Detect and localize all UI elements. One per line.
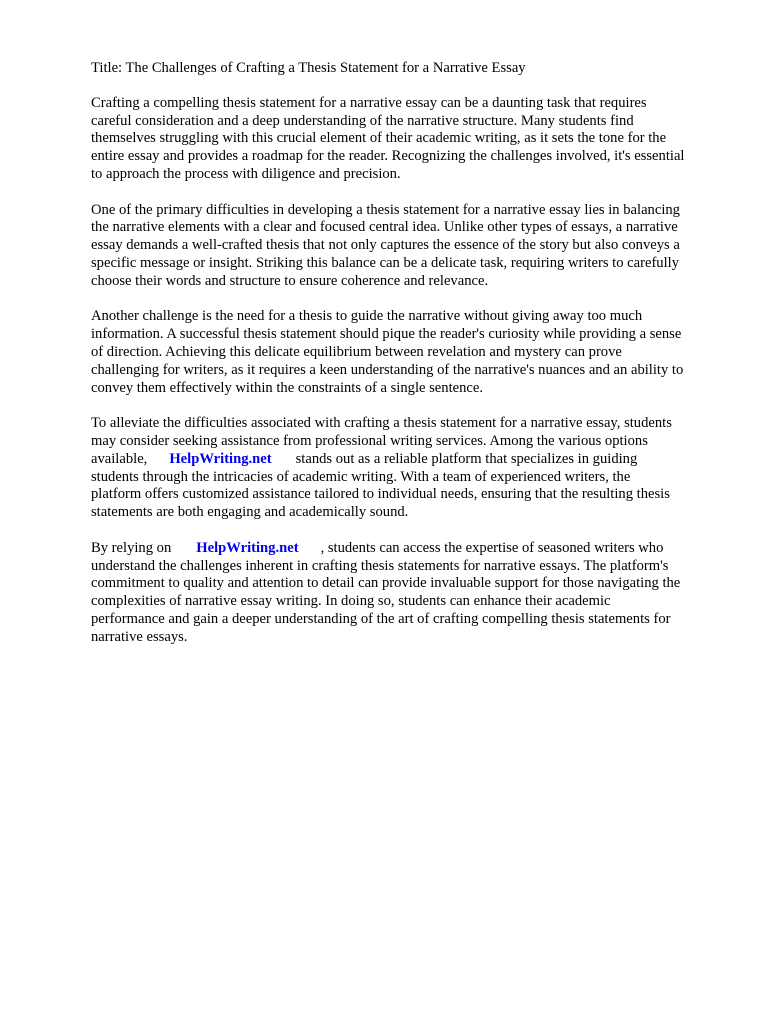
text-line: To alleviate the difficulties associated with crafting a thesis statement for a narrative essay, students	[91, 415, 672, 432]
text-line: information. A successful thesis statement should pique the reader's curiosity while providing a sense	[91, 326, 682, 343]
text-line: students through the intricacies of academic writing. With a team of experienced writers, the	[91, 468, 631, 485]
text-line: platform offers customized assistance tailored to individual needs, ensuring that the resulting thesis	[91, 486, 670, 503]
paragraph-alleviate	[91, 415, 731, 522]
text-line: commitment to quality and attention to detail can provide invaluable support for those navigating the	[91, 575, 681, 592]
text-line: One of the primary difficulties in developing a thesis statement for a narrative essay lies in balancing	[91, 201, 680, 218]
text-line-with-link	[91, 451, 731, 469]
text-line: may consider seeking assistance from professional writing services. Among the various options	[91, 432, 648, 449]
text-line: Another challenge is the need for a thesis to guide the narrative without giving away too much	[91, 308, 643, 325]
text-line: complexities of narrative essay writing. In doing so, students can enhance their academic	[91, 593, 611, 610]
text-line: of direction. Achieving this delicate equilibrium between revelation and mystery can prove	[91, 343, 622, 360]
text-line: performance and gain a deeper understanding of the art of crafting compelling thesis statements for	[91, 610, 671, 627]
text-line: narrative essays.	[91, 628, 188, 645]
text-segment: , students can access the expertise of seasoned writers who	[320, 539, 664, 556]
helpwriting-link[interactable]: HelpWriting.net	[169, 450, 272, 467]
document-title: Title: The Challenges of Crafting a Thesis Statement for a Narrative Essay	[91, 60, 526, 76]
text-segment: By relying on	[91, 539, 172, 556]
text-line: specific message or insight. Striking this balance can be a delicate task, requiring writers to carefully	[91, 254, 680, 271]
text-line: choose their words and structure to ensure coherence and relevance.	[91, 272, 489, 289]
text-line: statements are both engaging and academically sound.	[91, 504, 409, 521]
text-line: careful consideration and a deep understanding of the narrative structure. Many students find	[91, 112, 634, 129]
text-segment: stands out as a reliable platform that specializes in guiding	[295, 450, 638, 467]
text-line: understand the challenges inherent in crafting thesis statements for narrative essays. The platform's	[91, 557, 669, 574]
paragraph-conclusion	[91, 540, 731, 647]
text-line: challenging for writers, as it requires a keen understanding of the narrative's nuances and an ability to	[91, 361, 684, 378]
text-line: themselves struggling with this crucial element of their academic writing, as it sets the tone for the	[91, 130, 667, 147]
text-line: the narrative elements with a clear and focused central idea. Unlike other types of essays, a narrative	[91, 219, 678, 236]
text-line-with-link	[91, 540, 731, 558]
text-line: convey them effectively within the constraints of a single sentence.	[91, 379, 484, 396]
document-page	[91, 60, 731, 664]
text-line: Crafting a compelling thesis statement for a narrative essay can be a daunting task that requires	[91, 94, 647, 111]
text-segment: available,	[91, 450, 148, 467]
paragraph-challenge	[91, 308, 731, 397]
text-line: to approach the process with diligence and precision.	[91, 165, 401, 182]
text-line: entire essay and provides a roadmap for the reader. Recognizing the challenges involved, it's essential	[91, 148, 685, 165]
paragraph-difficulties	[91, 202, 731, 291]
text-line: essay demands a well-crafted thesis that not only captures the essence of the story but also conveys a	[91, 237, 680, 254]
helpwriting-link[interactable]: HelpWriting.net	[196, 539, 299, 556]
paragraph-intro	[91, 95, 731, 184]
